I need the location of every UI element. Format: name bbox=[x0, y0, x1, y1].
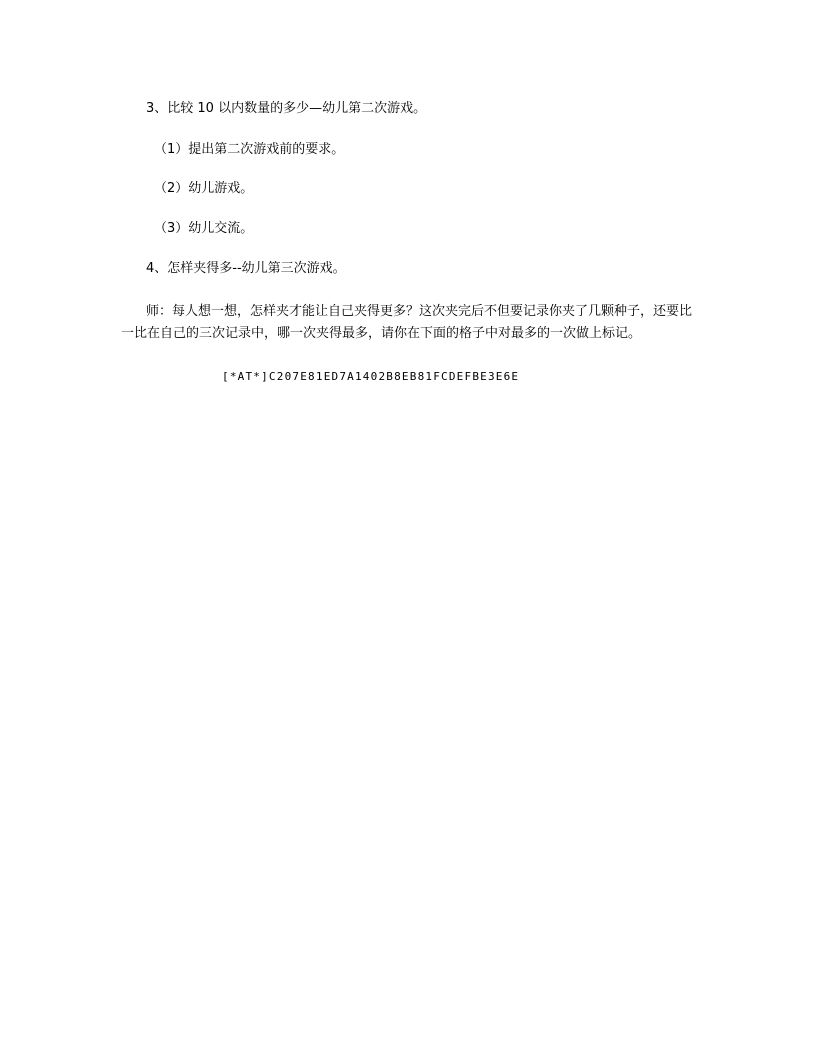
section-4-heading: 4、怎样夹得多--幼儿第三次游戏。 bbox=[146, 261, 346, 276]
step-1-text: （1）提出第二次游戏前的要求。 bbox=[154, 142, 345, 157]
step-3-text: （3）幼儿交流。 bbox=[154, 221, 254, 236]
document-code: [*AT*]C207E81ED7A1402B8EB81FCDEFBE3E6E bbox=[222, 370, 520, 383]
step-2-text: （2）幼儿游戏。 bbox=[154, 181, 254, 196]
teacher-paragraph: 师：每人想一想，怎样夹才能让自己夹得更多？这次夹完后不但要记录你夹了几颗种子，还要比一比在自己的三次记录中，哪一次夹得最多，请你在下面的格子中对最多的一次做上标记。 bbox=[121, 304, 693, 341]
section-3-heading: 3、比较 10 以内数量的多少—幼儿第二次游戏。 bbox=[146, 101, 427, 116]
